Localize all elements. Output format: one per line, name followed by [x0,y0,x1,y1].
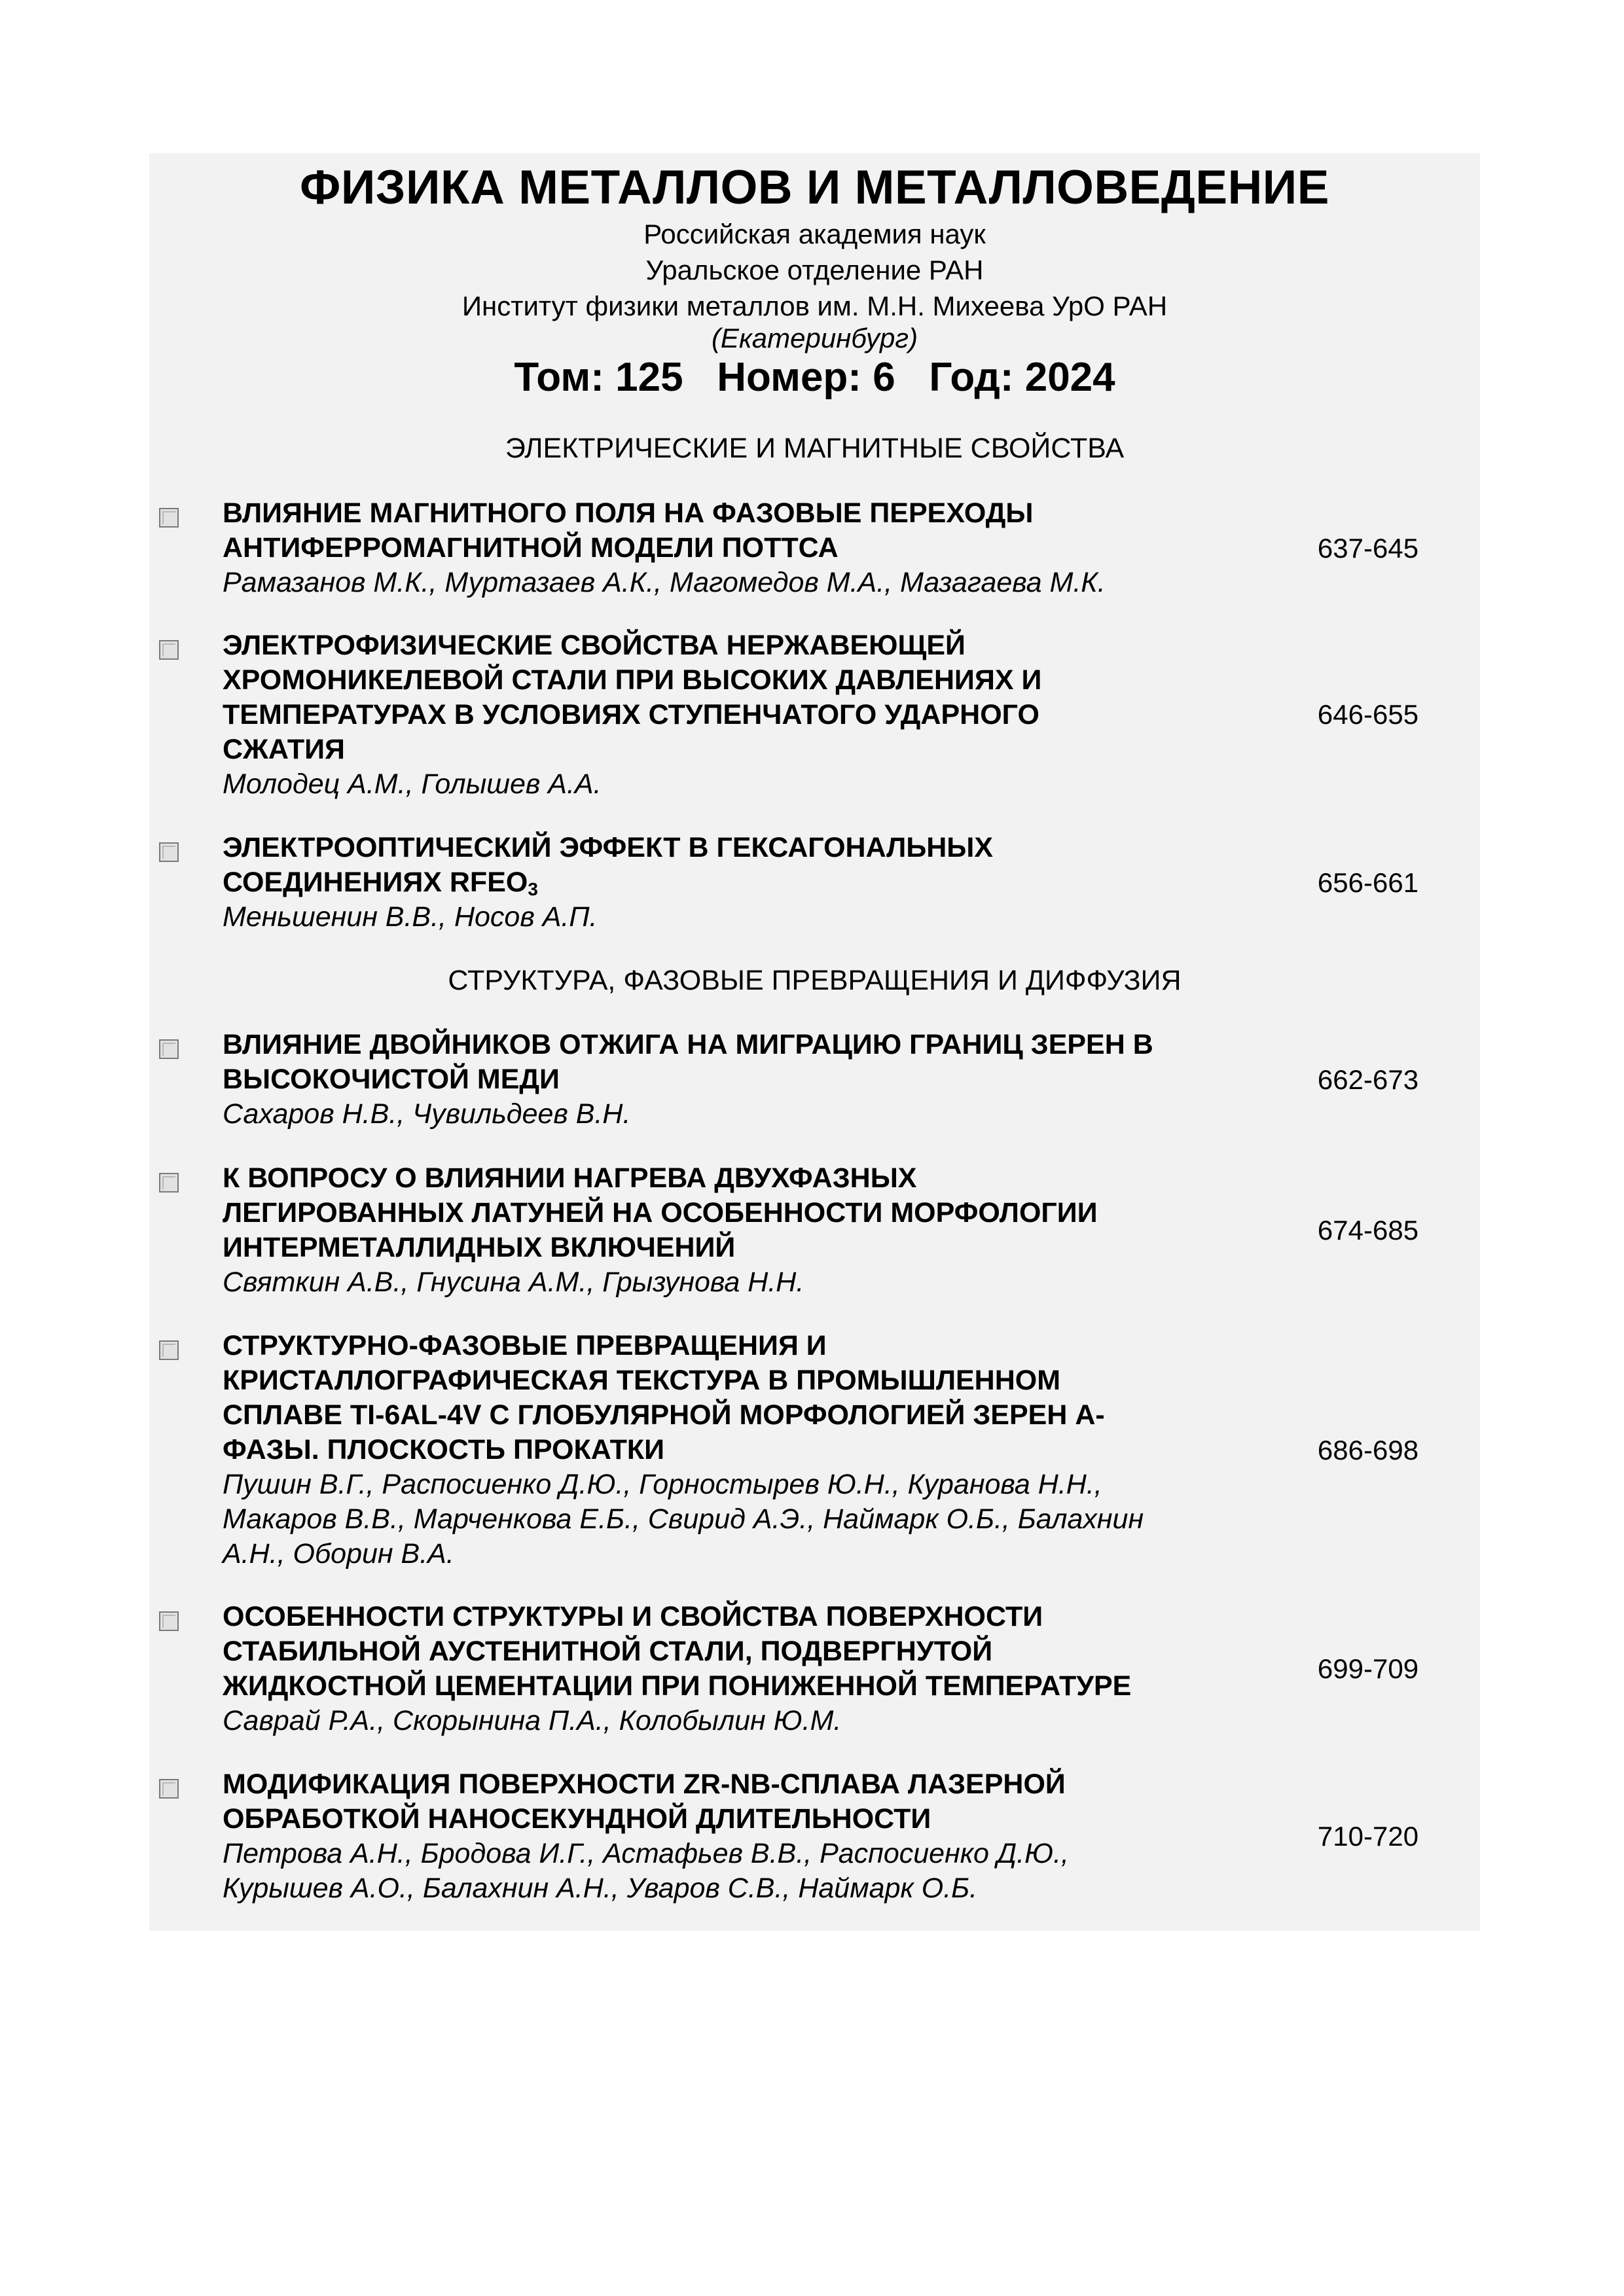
article-authors: Меньшенин В.В., Носов А.П. [223,901,598,933]
number-value: 6 [873,355,895,400]
article-title[interactable]: СТРУКТУРНО-ФАЗОВЫЕ ПРЕВРАЩЕНИЯ И КРИСТАЛЛОГРАФИЧЕСКАЯ ТЕКСТУРА В ПРОМЫШЛЕННОМ СПЛАВЕ TI-6AL-4V С ГЛОБУЛЯРНОЙ МОРФОЛОГИЕЙ ЗЕРЕН А- ФАЗЫ. ПЛОСКОСТЬ ПРОКАТКИ [223,1330,1105,1465]
article-pages: 637-645 [1317,533,1419,564]
article-pages: 710-720 [1317,1821,1419,1852]
article-checkbox[interactable] [159,1340,179,1360]
article-pages: 699-709 [1317,1653,1419,1684]
volume-value: 125 [615,355,683,400]
article-pages: 646-655 [1317,699,1419,730]
article-pages: 656-661 [1317,867,1419,898]
article-pages: 674-685 [1317,1215,1419,1246]
issue-line [149,353,1480,403]
article-authors: Сахаров Н.В., Чувильдеев В.Н. [223,1098,631,1130]
journal-title: ФИЗИКА МЕТАЛЛОВ И МЕТАЛЛОВЕДЕНИЕ [300,161,1329,214]
article-pages: 686-698 [1317,1435,1419,1465]
article-authors: Петрова А.Н., Бродова И.Г., Астафьев В.В., Распосиенко Д.Ю., Курышев А.О., Балахнин А.Н., Уваров С.В., Наймарк О.Б. [223,1838,1069,1904]
article-checkbox[interactable] [159,1611,179,1631]
publisher-academy: Российская академия наук [643,219,986,249]
article-authors: Рамазанов М.К., Муртазаев А.К., Магомедов М.А., Мазагаева М.К. [223,567,1106,598]
article-checkbox[interactable] [159,1039,179,1059]
section-title: СТРУКТУРА, ФАЗОВЫЕ ПРЕВРАЩЕНИЯ И ДИФФУЗИЯ [448,965,1182,996]
article-title-text: ЭЛЕКТРООПТИЧЕСКИЙ ЭФФЕКТ В ГЕКСАГОНАЛЬНЫХ СОЕДИНЕНИЯХ RFEO [223,832,994,898]
article-title[interactable]: ВЛИЯНИЕ МАГНИТНОГО ПОЛЯ НА ФАЗОВЫЕ ПЕРЕХОДЫ АНТИФЕРРОМАГНИТНОЙ МОДЕЛИ ПОТТСА [223,497,1034,564]
article-title[interactable]: ОСОБЕННОСТИ СТРУКТУРЫ И СВОЙСТВА ПОВЕРХНОСТИ СТАБИЛЬНОЙ АУСТЕНИТНОЙ СТАЛИ, ПОДВЕРГНУТОЙ ЖИДКОСТНОЙ ЦЕМЕНТАЦИИ ПРИ ПОНИЖЕННОЙ ТЕМПЕРАТУРЕ [223,1601,1132,1702]
year-value: 2024 [1024,355,1115,400]
year-label: Год: [929,355,1014,400]
article-title[interactable]: ЭЛЕКТРОФИЗИЧЕСКИЕ СВОЙСТВА НЕРЖАВЕЮЩЕЙ ХРОМОНИКЕЛЕВОЙ СТАЛИ ПРИ ВЫСОКИХ ДАВЛЕНИЯХ И ТЕМПЕРАТУРАХ В УСЛОВИЯХ СТУПЕНЧАТОГО УДАРНОГО СЖАТИЯ [223,630,1042,765]
article-title[interactable]: ВЛИЯНИЕ ДВОЙНИКОВ ОТЖИГА НА МИГРАЦИЮ ГРАНИЦ ЗЕРЕН В ВЫСОКОЧИСТОЙ МЕДИ [223,1029,1153,1095]
article-authors: Саврай Р.А., Скорынина П.А., Колобылин Ю.М. [223,1705,842,1736]
number-label: Номер: [717,355,861,400]
article-authors: Пушин В.Г., Распосиенко Д.Ю., Горностырев Ю.Н., Куранова Н.Н., Макаров В.В., Марченкова Е.Б., Свирид А.Э., Наймарк О.Б., Балахнин А.Н., Оборин В.А. [223,1469,1144,1570]
article-checkbox[interactable] [159,1173,179,1193]
article-pages: 662-673 [1317,1064,1419,1095]
article-title[interactable]: МОДИФИКАЦИЯ ПОВЕРХНОСТИ ZR-NB-СПЛАВА ЛАЗЕРНОЙ ОБРАБОТКОЙ НАНОСЕКУНДНОЙ ДЛИТЕЛЬНОСТИ [223,1768,1066,1835]
article-authors: Святкин А.В., Гнусина А.М., Грызунова Н.Н. [223,1266,804,1298]
section-title: ЭЛЕКТРИЧЕСКИЕ И МАГНИТНЫЕ СВОЙСТВА [505,433,1125,464]
publisher-branch: Уральское отделение РАН [645,255,984,285]
volume-label: Том: [514,355,604,400]
contents-panel [149,153,1480,1931]
article-checkbox[interactable] [159,640,179,660]
article-authors: Молодец А.М., Голышев А.А. [223,768,602,800]
article-title[interactable]: К ВОПРОСУ О ВЛИЯНИИ НАГРЕВА ДВУХФАЗНЫХ ЛЕГИРОВАННЫХ ЛАТУНЕЙ НА ОСОБЕННОСТИ МОРФОЛОГИИ ИНТЕРМЕТАЛЛИДНЫХ ВКЛЮЧЕНИЙ [223,1162,1098,1263]
article-checkbox[interactable] [159,1779,179,1799]
article-title[interactable] [223,831,1296,900]
publisher-city: (Екатеринбург) [711,323,918,353]
publisher-institute: Институт физики металлов им. М.Н. Михеева УрО РАН [461,291,1168,321]
article-checkbox[interactable] [159,842,179,862]
article-checkbox[interactable] [159,508,179,528]
article-title-subscript: 3 [528,879,538,899]
